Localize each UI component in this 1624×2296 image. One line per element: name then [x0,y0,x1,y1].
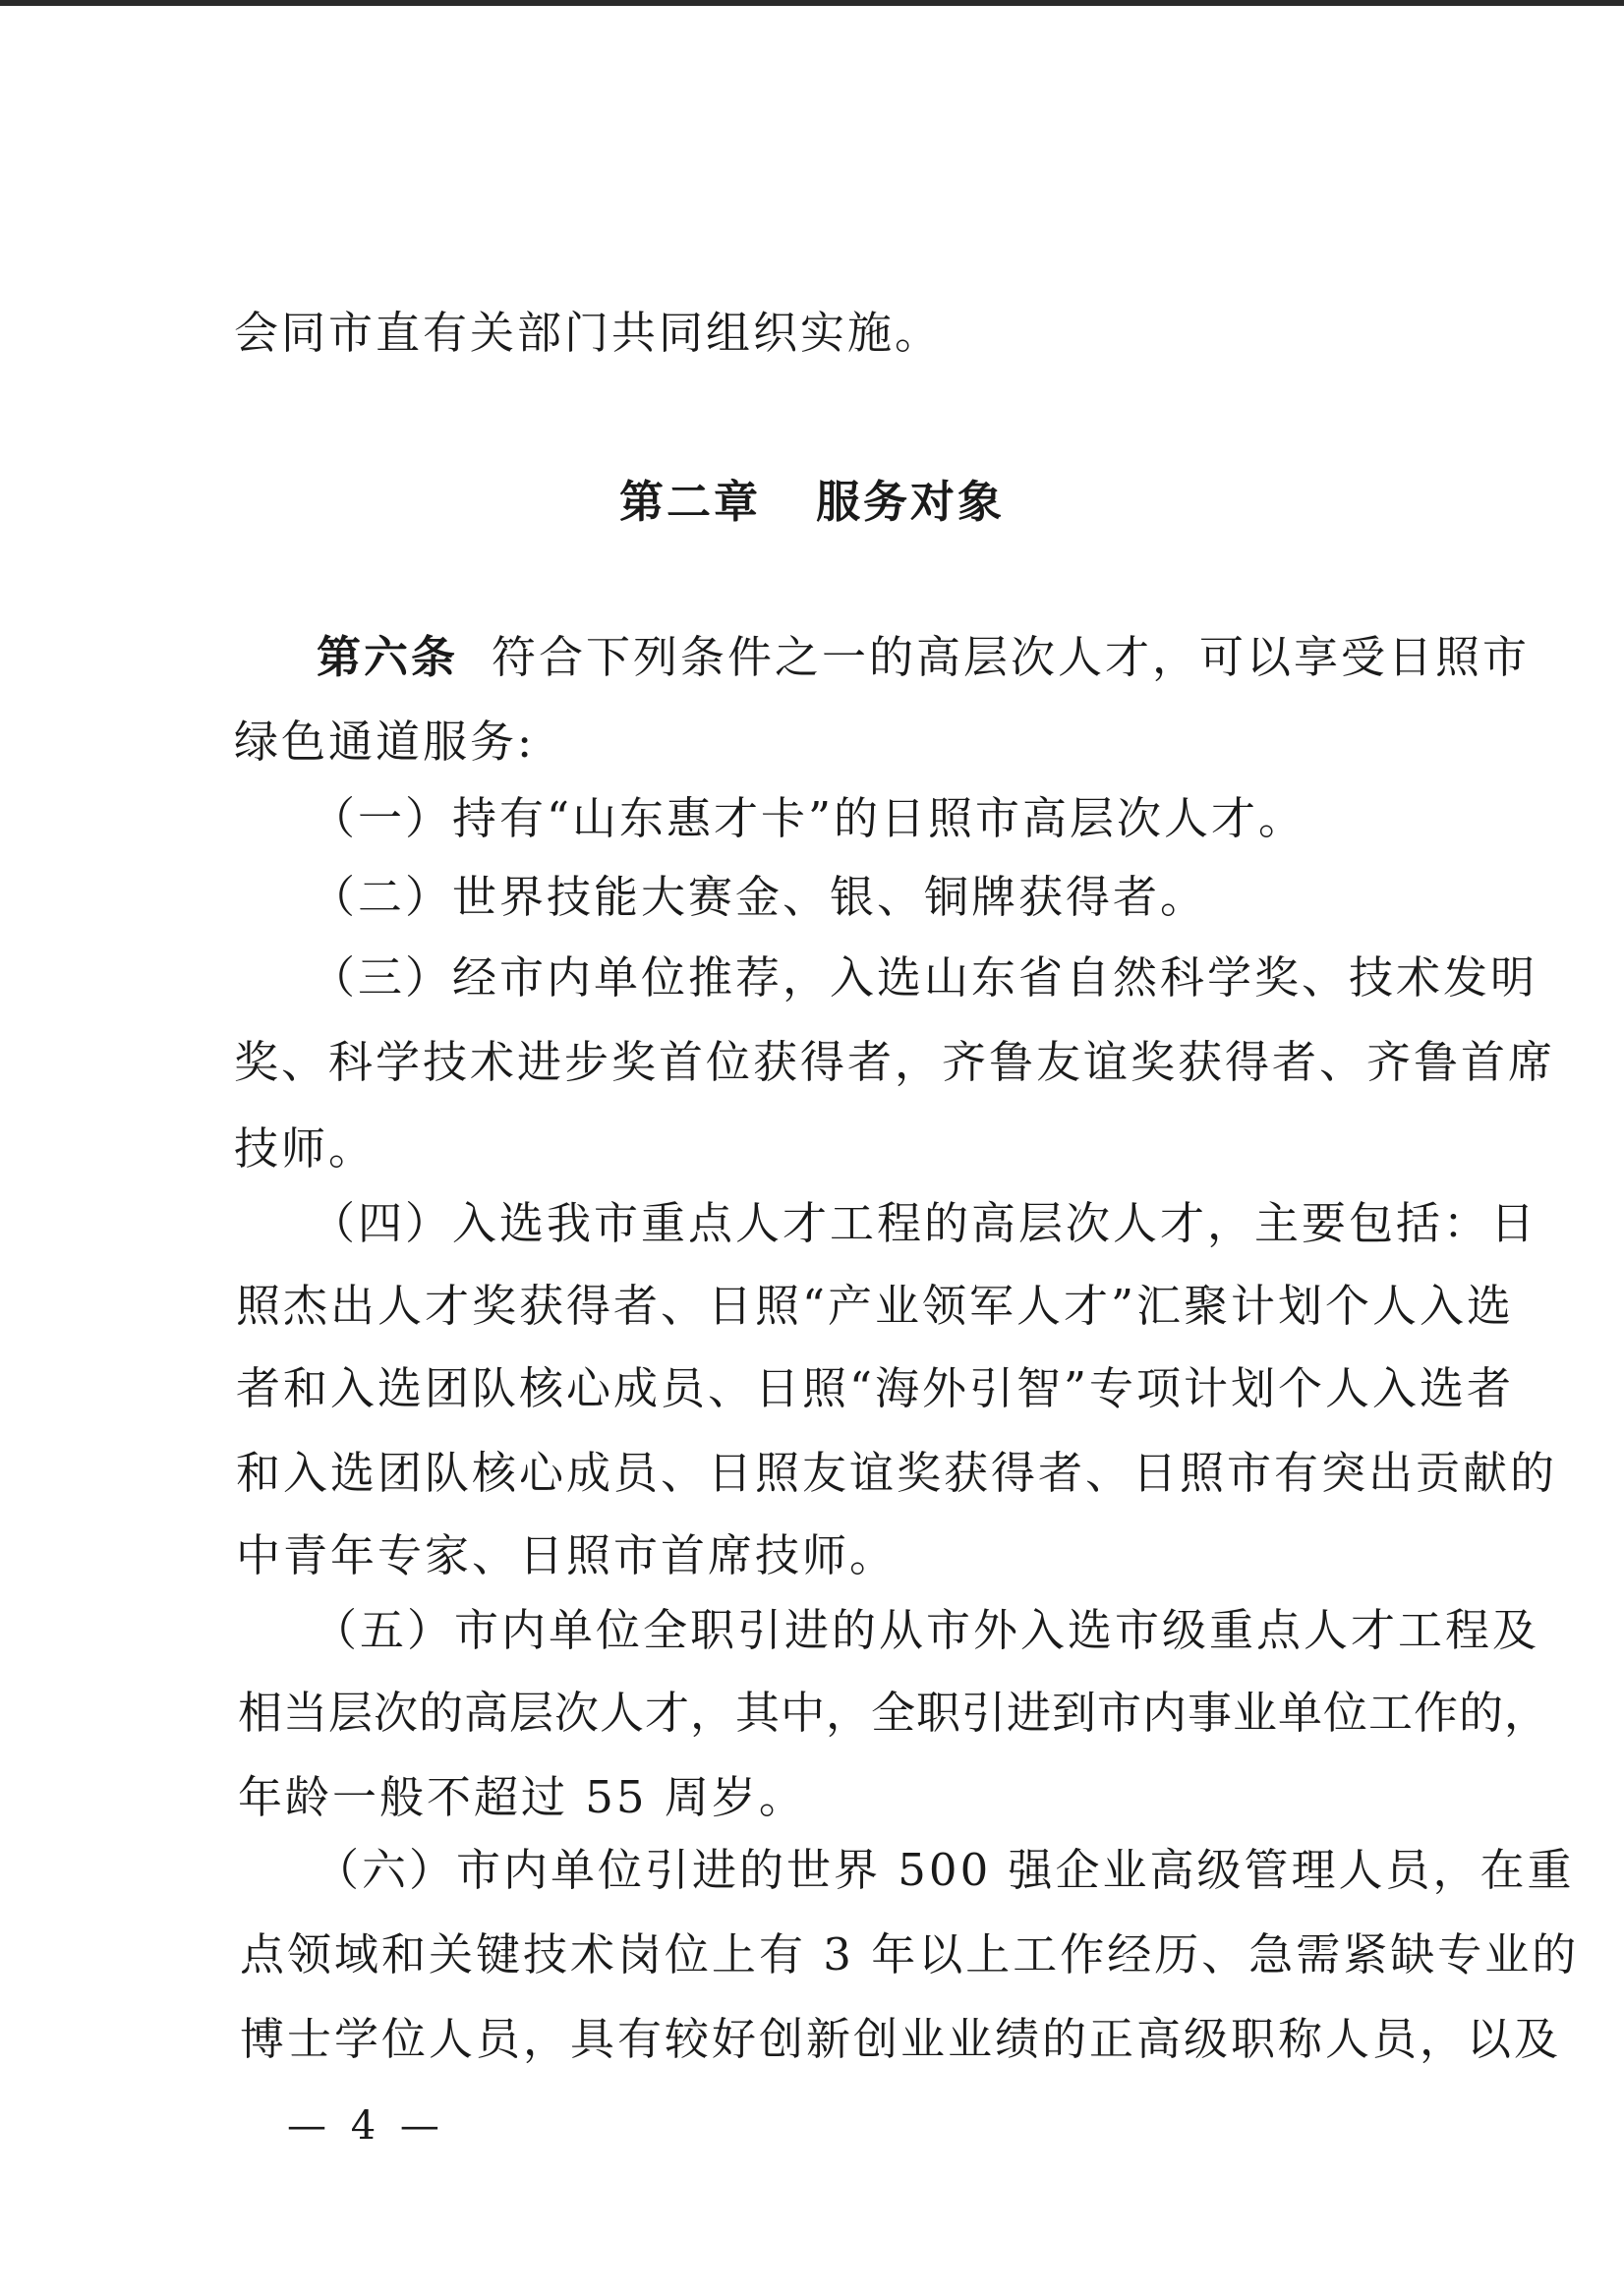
article-label: 第六条 [317,631,459,683]
text-line-8: 奖、科学技术进步奖首位获得者，齐鲁友谊奖获得者、齐鲁首席 [234,1036,1556,1088]
chapter-heading [0,466,1624,530]
item-3: （三）经市内单位推荐，入选山东省自然科学奖、技术发明 [311,951,1538,1004]
item-4: （四）入选我市重点人才工程的高层次人才，主要包括：日 [311,1197,1538,1249]
text-line-17: 年龄一般不超过 55 周岁。 [238,1771,806,1823]
text-line-13: 和入选团队核心成员、日照友谊奖获得者、日照市有突出贡献的 [236,1447,1558,1499]
item-2: （二）世界技能大赛金、银、铜牌获得者。 [311,871,1208,923]
article-6-text: 符合下列条件之一的高层次人才，可以享受日照市 [492,631,1531,683]
text-line-12: 者和入选团队核心成员、日照“海外引智”专项计划个人入选者 [236,1362,1515,1414]
text-line-20: 博士学位人员，具有较好创新创业业绩的正高级职称人员，以及 [240,2013,1562,2065]
article-6-first-line [317,631,1531,683]
item-5: （五）市内单位全职引进的从市外入选市级重点人才工程及 [313,1604,1540,1656]
chapter-title: 服务对象 [816,476,1006,528]
text-line-16: 相当层次的高层次人才，其中，全职引进到市内事业单位工作的， [238,1687,1550,1739]
chapter-number: 第二章 [618,476,761,528]
item-6: （六）市内单位引进的世界 500 强企业高级管理人员，在重 [315,1844,1575,1896]
scan-top-edge [0,0,1624,6]
text-line-14: 中青年专家、日照市首席技师。 [236,1529,898,1581]
text-line-19: 点领域和关键技术岗位上有 3 年以上工作经历、急需紧缺专业的 [240,1928,1580,1980]
text-line-1: 会同市直有关部门共同组织实施。 [234,307,943,359]
page-number: — 4 — [287,2103,445,2149]
text-line-11: 照杰出人才奖获得者、日照“产业领军人才”汇聚计划个人入选 [236,1280,1515,1332]
text-line-4: 绿色通道服务: [234,716,536,768]
item-1: （一）持有“山东惠才卡”的日照市高层次人才。 [311,792,1306,844]
text-line-9: 技师。 [234,1122,377,1175]
